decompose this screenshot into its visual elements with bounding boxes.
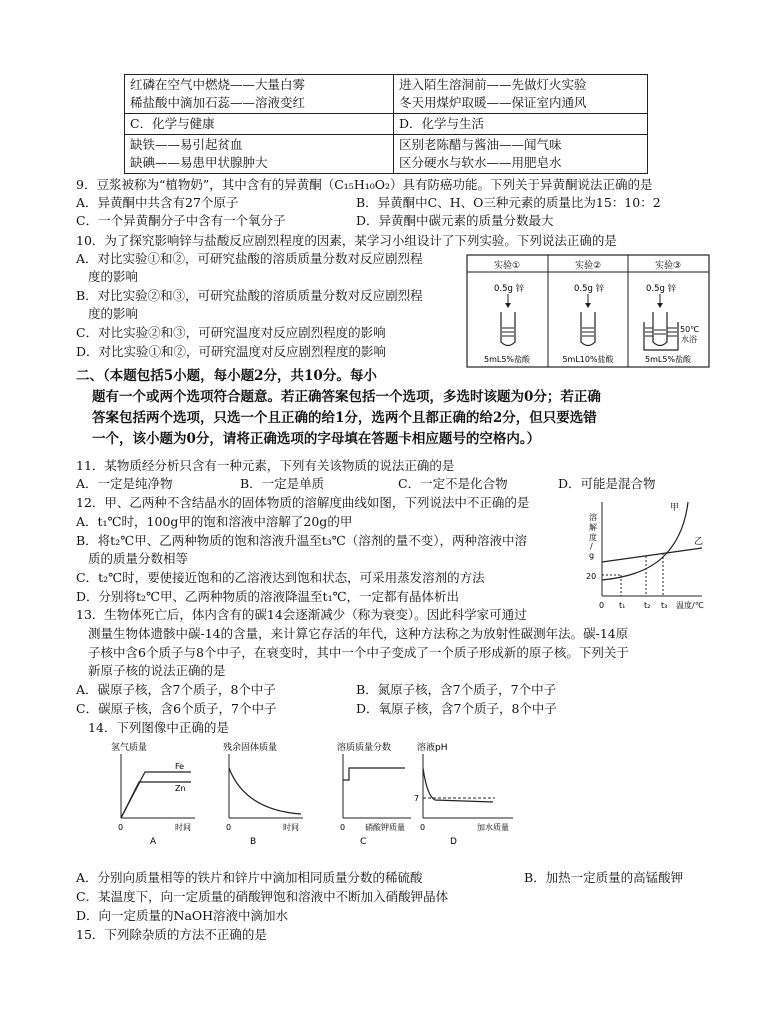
q12-option-b-cont: 质的质量分数相等 (88, 551, 189, 566)
zinc-label: 0.5g 锌 (646, 284, 677, 294)
q9-option-a: A．异黄酮中共含有27个原子 (76, 195, 239, 210)
section-2-header-line1: 二、（本题包括5小题，每小题2分，共10分。每小 (76, 368, 377, 384)
acid-label-2: 5mL10%盐酸 (562, 355, 614, 364)
graph-b (223, 741, 303, 847)
q14-graphs (105, 738, 565, 848)
svg-text:Fe: Fe (175, 762, 185, 771)
q12-stem: 12．甲、乙两种不含结晶水的固体物质的溶解度曲线如图，下列说法中不正确的是 (76, 495, 530, 510)
q9-option-b: B．异黄酮中C、H、O三种元素的质量比为15：10：2 (356, 195, 661, 210)
svg-text:解: 解 (589, 523, 597, 532)
q10-option-a: A．对比实验①和②，可研究盐酸的溶质质量分数对反应剧烈程 (76, 251, 423, 266)
q13-line3: 子核中含6个质子与8个中子，在衰变时，其中一个中子变成了一个质子形成新的原子核。下列关于 (88, 645, 629, 660)
q14-option-d: D．向一定质量的NaOH溶液中滴加水 (76, 908, 289, 923)
svg-text:7: 7 (414, 794, 420, 803)
q13-line4: 新原子核的说法正确的是 (88, 663, 226, 678)
zinc-label: 0.5g 锌 (494, 284, 525, 294)
y-tick-20: 20 (586, 572, 597, 581)
curve-yi-label: 乙 (694, 537, 704, 547)
q11-option-d: D．可能是混合物 (558, 476, 656, 491)
table-cell: 进入陌生溶洞前——先做灯火实验 冬天用煤炉取暖——保证室内通风 (394, 75, 648, 114)
q12-option-c: C．t₂℃时，要使接近饱和的乙溶液达到饱和状态，可采用蒸发溶剂的方法 (76, 570, 485, 585)
q10-option-a-cont: 度的影响 (88, 269, 139, 284)
knowledge-table (124, 74, 648, 174)
svg-text:C: C (360, 837, 367, 847)
q13-option-a: A．碳原子核，含7个质子，8个中子 (76, 682, 276, 697)
graph-d (414, 741, 513, 847)
q10-option-b-cont: 度的影响 (88, 306, 139, 321)
t3-tick: t₃ (661, 601, 668, 610)
section-2-header-line2: 题有一个或两个选项符合题意。若正确答案包括一个选项，多选时该题为0分；若正确 (92, 389, 601, 405)
q10-option-d: D．对比实验①和②，可研究温度对反应剧烈程度的影响 (76, 344, 387, 359)
experiment-1-header: 实验① (493, 261, 521, 271)
q11-option-a: A．一定是纯净物 (76, 476, 173, 491)
q14-option-c: C．某温度下，向一定质量的硝酸钾饱和溶液中不断加入硝酸钾晶体 (76, 889, 449, 904)
q13-line1: 13．生物体死亡后，体内含有的碳14会逐渐减少（称为衰变）。因此科学家可通过 (76, 607, 527, 622)
graph-a (111, 741, 195, 847)
svg-text:0: 0 (226, 823, 232, 832)
q12-option-d: D．分别将t₂℃甲、乙两种物质的溶液降温至t₁℃，一定都有晶体析出 (76, 589, 460, 604)
q14-option-a: A．分别向质量相等的铁片和锌片中滴加相同质量分数的稀硫酸 (76, 870, 423, 885)
svg-text:0: 0 (118, 823, 124, 832)
test-tube-icon (501, 312, 515, 346)
q14-option-b: B．加热一定质量的高锰酸钾 (524, 870, 684, 885)
table-cell: C．化学与健康 (125, 114, 394, 135)
svg-text:度: 度 (589, 533, 597, 542)
svg-text:溶: 溶 (589, 513, 597, 522)
acid-label-1: 5mL5%盐酸 (483, 355, 531, 364)
q9-stem: 9．豆浆被称为“植物奶”，其中含有的异黄酮（C₁₅H₁₀O₂）具有防癌功能。下列关于异黄酮说法正确的是 (76, 177, 653, 192)
q12-option-b: B．将t₂℃甲、乙两种物质的饱和溶液升温至t₃℃（溶剂的量不变），两种溶液中溶 (76, 533, 527, 548)
svg-text:加水质量: 加水质量 (477, 823, 509, 832)
bath-label: 水浴 (681, 335, 697, 344)
curve-jia-label: 甲 (670, 503, 680, 513)
svg-text:溶液pH: 溶液pH (417, 743, 448, 753)
experiment-2-header: 实验② (574, 261, 602, 271)
q13-option-c: C．碳原子核，含6个质子，7个中子 (76, 701, 277, 716)
acid-label-3: 5mL5%盐酸 (644, 355, 692, 364)
x-axis-label: 温度/℃ (676, 601, 704, 610)
q10-option-c: C．对比实验②和③，可研究温度对反应剧烈程度的影响 (76, 325, 386, 340)
section-2-header-line4: 一个，该小题为0分，请将正确选项的字母填在答题卡相应题号的空格内。） (92, 431, 541, 447)
svg-text:时间: 时间 (283, 823, 299, 832)
svg-text:氢气质量: 氢气质量 (111, 743, 148, 753)
q11-stem: 11．某物质经分析只含有一种元素，下列有关该物质的说法正确的是 (76, 458, 455, 473)
q11-option-c: C．一定不是化合物 (398, 476, 508, 491)
svg-text:残余固体质量: 残余固体质量 (223, 743, 278, 753)
svg-text:0: 0 (420, 823, 426, 832)
svg-text:B: B (250, 837, 257, 847)
q13-line2: 测量生物体遗骸中碳-14的含量，来计算它存活的年代，这种方法称之为放射性碳测年法。碳-14原 (88, 626, 629, 641)
svg-text:时间: 时间 (175, 823, 191, 832)
table-cell: D．化学与生活 (394, 114, 648, 135)
section-2-header-line3: 答案包括两个选项，只选一个且正确的给1分，选两个且都正确的给2分，但只要选错 (92, 410, 597, 426)
test-tube-icon (581, 312, 595, 346)
svg-text:溶质质量分数: 溶质质量分数 (337, 743, 392, 753)
svg-text:Zn: Zn (175, 784, 186, 793)
svg-text:硝酸钾质量: 硝酸钾质量 (365, 823, 405, 832)
table-cell: 缺铁——易引起贫血 缺碘——易患甲状腺肿大 (125, 135, 394, 174)
zinc-label: 0.5g 锌 (574, 284, 605, 294)
svg-text:0: 0 (599, 601, 605, 610)
svg-text:0: 0 (340, 823, 346, 832)
q13-option-d: D．氧原子核，含7个质子，8个中子 (356, 701, 557, 716)
q11-option-b: B．一定是单质 (240, 476, 325, 491)
curve-jia (602, 502, 688, 580)
q14-stem: 14．下列图像中正确的是 (88, 720, 229, 735)
experiment-3-header: 实验③ (654, 261, 682, 271)
svg-text:D: D (450, 837, 457, 847)
q10-option-b: B．对比实验②和③，可研究盐酸的溶质质量分数对反应剧烈程 (76, 288, 423, 303)
solubility-curve-figure (584, 498, 714, 614)
table-cell: 区别老陈醋与酱油——闻气味 区分硬水与软水——用肥皂水 (394, 135, 648, 174)
svg-text:/: / (590, 542, 593, 551)
t1-tick: t₁ (619, 601, 626, 610)
q12-option-a: A．t₁℃时，100g甲的饱和溶液中溶解了20g的甲 (76, 514, 353, 529)
q15-stem: 15．下列除杂质的方法不正确的是 (76, 927, 267, 942)
svg-text:A: A (150, 837, 157, 847)
q9-option-d: D．异黄酮中碳元素的质量分数最大 (356, 213, 554, 228)
t2-tick: t₂ (644, 601, 651, 610)
bath-temp-label: 50℃ (680, 325, 700, 334)
q10-stem: 10．为了探究影响锌与盐酸反应剧烈程度的因素，某学习小组设计了下列实验。下列说法正确的是 (76, 233, 617, 248)
test-tube-icon (653, 312, 667, 346)
svg-text:g: g (589, 551, 595, 560)
q10-experiment-figure (466, 254, 710, 368)
graph-c (337, 741, 411, 847)
curve-yi (602, 548, 702, 562)
table-cell: 红磷在空气中燃烧——大量白雾 稀盐酸中滴加石蕊——溶液变红 (125, 75, 394, 114)
q9-option-c: C．一个异黄酮分子中含有一个氧分子 (76, 213, 286, 228)
q13-option-b: B．氮原子核，含7个质子，7个中子 (356, 682, 557, 697)
